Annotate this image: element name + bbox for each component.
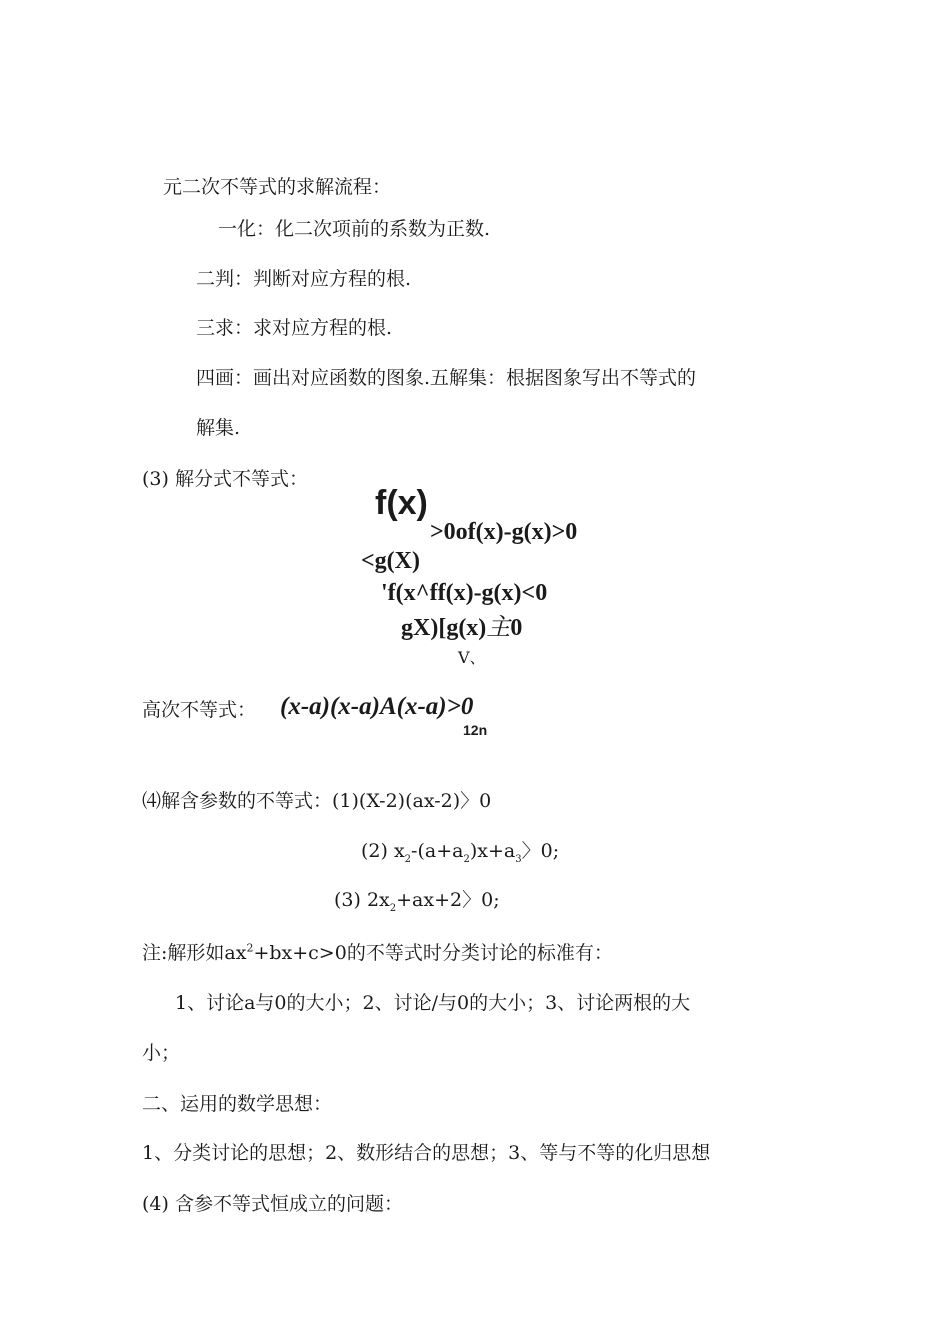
fractional-equivalence-3: gX)[g(x)主0 xyxy=(401,615,523,641)
fractional-equivalence-1: >0of(x)-g(x)>0 xyxy=(430,519,578,545)
section-2-heading: 二、运用的数学思想： xyxy=(142,1093,333,1115)
higher-inequality-label: 高次不等式： xyxy=(142,699,257,721)
procedure-step-4-cont: 解集. xyxy=(196,417,241,439)
note-criteria: 1、讨论a与0的大小；2、讨论/与0的大小；3、讨论两根的大 xyxy=(175,992,691,1014)
parametric-inequality-1: ⑷解含参数的不等式：(1)(X-2)(ax-2)〉0 xyxy=(142,790,492,812)
procedure-step-3: 三求：求对应方程的根. xyxy=(196,317,393,339)
parametric-inequality-3: (3) $2x_2+ax+2$〉0; xyxy=(334,889,500,914)
procedure-step-1: 一化：化二次项前的系数为正数. xyxy=(218,218,491,240)
parametric-constant-inequality-heading: (4) 含参不等式恒成立的问题： xyxy=(142,1193,403,1215)
brace-remnant: V、 xyxy=(458,648,486,667)
procedure-heading: 元二次不等式的求解流程： xyxy=(163,176,392,198)
higher-inequality-subscripts: 12n xyxy=(463,722,488,738)
procedure-step-4: 四画：画出对应函数的图象.五解集：根据图象写出不等式的 xyxy=(196,367,697,389)
higher-inequality-expression: (x-a)(x-a)A(x-a)>0 xyxy=(280,693,474,720)
fraction-denominator: <g(X) xyxy=(361,548,420,574)
procedure-step-2: 二判：判断对应方程的根. xyxy=(196,268,412,290)
note-line: 注:解形如$ax^2+bx+c>0$的不等式时分类讨论的标准有： xyxy=(142,941,613,964)
parametric-inequality-2: (2) $x_2-(a+a_2)x+a_3$〉0; xyxy=(361,840,560,865)
note-criteria-cont: 小； xyxy=(142,1042,181,1064)
fractional-inequality-label: (3) 解分式不等式： xyxy=(142,468,308,490)
math-thoughts-list: 1、分类讨论的思想；2、数形结合的思想；3、等与不等的化归思想 xyxy=(142,1142,711,1164)
fraction-numerator: f(x) xyxy=(375,484,428,522)
fractional-equivalence-2: 'f(x^ff(x)-g(x)<0 xyxy=(381,580,548,606)
